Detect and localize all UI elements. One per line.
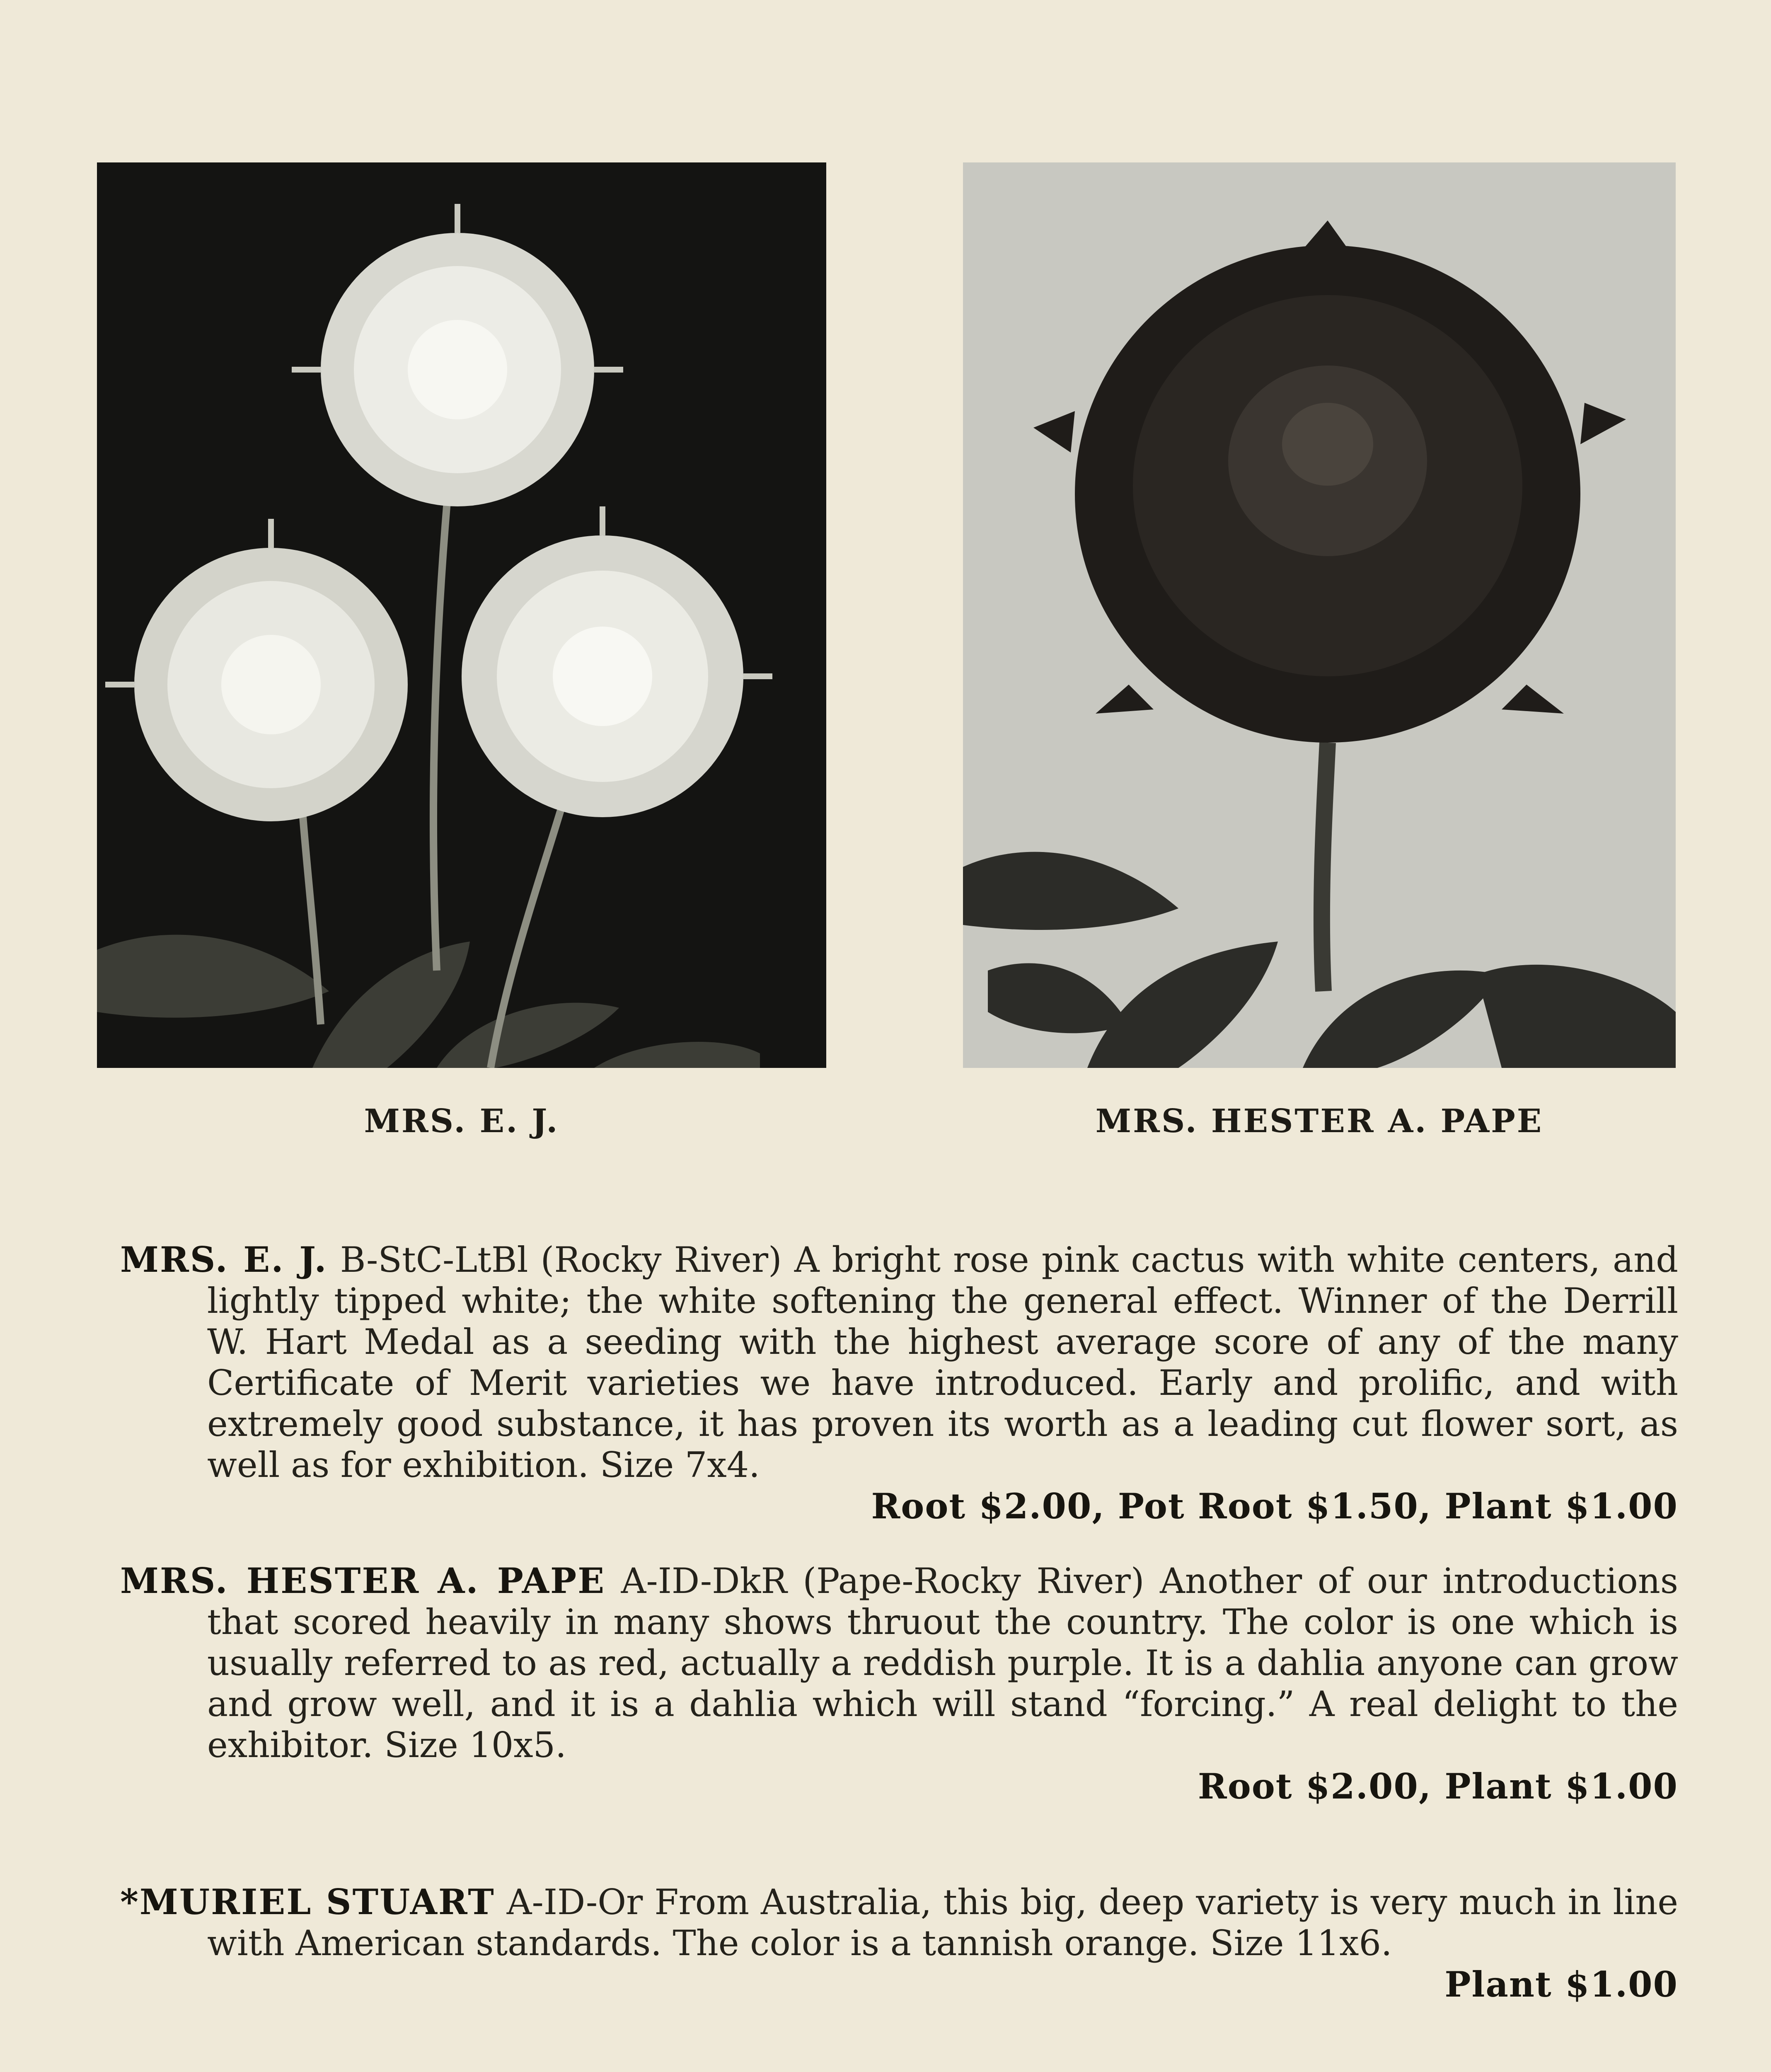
entry-description: A-ID-DkR (Pape-Rocky River) Another of our introductions that scored heavily in many shows thruout the country. The color is one which is usually referred to as red, actually a reddish purple. It is a dahlia anyone can grow and grow well, and it is a dahlia which will stand “forcing.” A real delight to the exhibitor. Size 10x5.	[207, 1561, 1679, 1765]
photo-caption-right: MRS. HESTER A. PAPE	[1095, 1102, 1544, 1140]
entry-description: A-ID-Or From Australia, this big, deep variety is very much in line with American standards. The color is a tannish orange. Size 11x6.	[207, 1882, 1678, 1963]
entry-name: MRS. HESTER A. PAPE	[120, 1560, 606, 1601]
photo-mrs-hester-a-pape	[963, 162, 1676, 1068]
entry-name: *MURIEL STUART	[120, 1881, 495, 1922]
entry-price: Root $2.00, Pot Root $1.50, Plant $1.00	[871, 1486, 1678, 1527]
entry-mrs-hester-a-pape	[120, 1560, 1678, 1807]
entry-name: MRS. E. J.	[120, 1239, 328, 1280]
dahlia-white-cactus-image	[97, 162, 826, 1068]
entry-price: Root $2.00, Plant $1.00	[1198, 1766, 1678, 1807]
photo-mrs-e-j	[97, 162, 826, 1068]
entry-description: B-StC-LtBl (Rocky River) A bright rose pink cactus with white centers, and lightly tipped white; the white softening the general effect. Winner of the Derrill W. Hart Medal as a seeding with the highest average score of any of the many Certificate of Merit varieties we have introduced. Early and prolific, and with extremely good substance, it has proven its worth as a leading cut flower sort, as well as for exhibition. Size 7x4.	[207, 1239, 1678, 1485]
photo-caption-left: MRS. E. J.	[364, 1102, 559, 1140]
entry-mrs-e-j	[120, 1239, 1678, 1527]
dahlia-dark-red-image	[963, 162, 1676, 1068]
entry-price: Plant $1.00	[1444, 1964, 1678, 2005]
entry-muriel-stuart	[120, 1881, 1678, 2005]
